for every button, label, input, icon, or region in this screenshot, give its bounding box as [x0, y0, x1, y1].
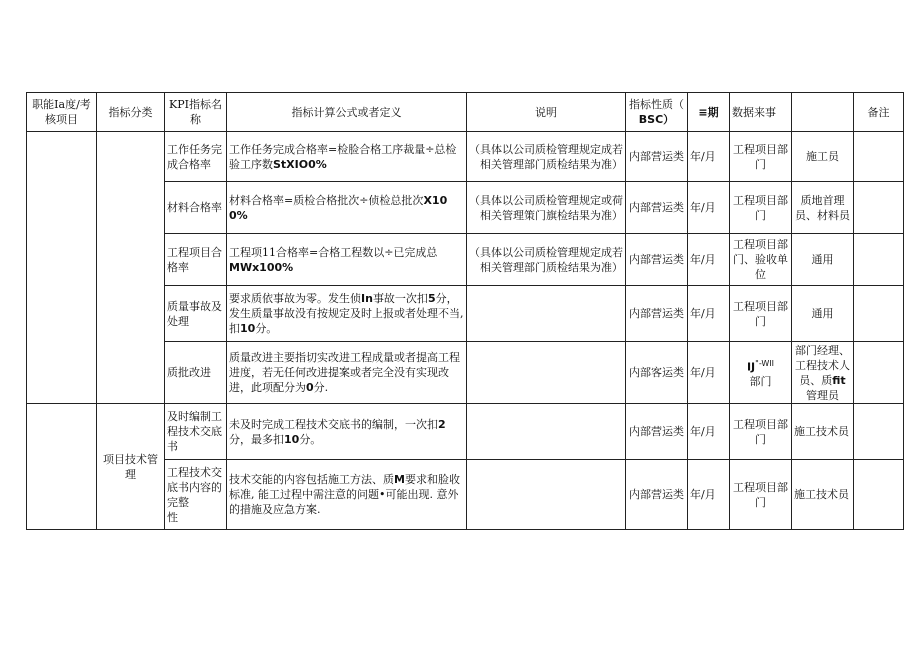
kpi-nature: 内部营运类 — [626, 286, 688, 342]
kpi-name: 工作任务完成合格率 — [165, 132, 227, 182]
kpi-name: 材料合格率 — [165, 182, 227, 234]
category-cell — [97, 132, 165, 404]
kpi-nature: 内部营运类 — [626, 132, 688, 182]
kpi-period: 年/月 — [688, 286, 730, 342]
kpi-formula: 工程项11合格率=合格工程数以÷已完成总 MWx100% — [227, 234, 467, 286]
kpi-nature: 内部营运类 — [626, 182, 688, 234]
kpi-note: （具体以公司质检管理规定成若相关管理部门质检结果为准） — [467, 234, 626, 286]
kpi-nature: 内部客运类 — [626, 342, 688, 404]
kpi-extra: 部门经理、工程技术人员、质fit管理员 — [792, 342, 854, 404]
header-remarks: 备注 — [854, 93, 904, 132]
header-kpi-name: KPI指标名称 — [165, 93, 227, 132]
kpi-source: $IJ^{"-WII}$ 部门 — [730, 342, 792, 404]
kpi-nature: 内部营运类 — [626, 404, 688, 460]
kpi-remark — [854, 342, 904, 404]
kpi-extra: 通用 — [792, 286, 854, 342]
dept-cell — [27, 132, 97, 404]
kpi-source: 工程项目部门 — [730, 132, 792, 182]
kpi-remark — [854, 132, 904, 182]
kpi-note: （具体以公司质检管理规定成若相关管理部门质检结果为准） — [467, 132, 626, 182]
kpi-remark — [854, 182, 904, 234]
kpi-remark — [854, 234, 904, 286]
kpi-period: 年/月 — [688, 182, 730, 234]
dept-cell-lower — [27, 404, 97, 530]
table-row — [27, 404, 904, 460]
kpi-formula: 技术交能的内容包括施工方法、质M要求和脸收标准, 能工过程中需注意的问题•可能出现. 意外的措施及应急方案. — [227, 460, 467, 530]
header-formula: 指标计算公式或者定义 — [227, 93, 467, 132]
kpi-table — [26, 92, 904, 530]
kpi-note — [467, 404, 626, 460]
kpi-source: 工程项目部门、验收单位 — [730, 234, 792, 286]
header-dept: 职能Ia度/考核项目 — [27, 93, 97, 132]
kpi-extra: 施工技术员 — [792, 460, 854, 530]
header-period: ≡期 — [688, 93, 730, 132]
kpi-name: 及时编制工程技术交底书 — [165, 404, 227, 460]
kpi-period: 年/月 — [688, 460, 730, 530]
kpi-name: 质量事故及处理 — [165, 286, 227, 342]
kpi-extra: 施工员 — [792, 132, 854, 182]
kpi-name: 工程技术交底书内容的完整 性 — [165, 460, 227, 530]
kpi-source: 工程项目部门 — [730, 182, 792, 234]
kpi-period: 年/月 — [688, 234, 730, 286]
category-tech: 项目技术管理 — [97, 404, 165, 530]
kpi-source: 工程项目部门 — [730, 460, 792, 530]
kpi-formula: 质量改进主要指切实改进工程成量或者提高工程进度，若无任何改进提案或者完全没有实现改进，此项配分为0分. — [227, 342, 467, 404]
header-source: 数据来事 — [730, 93, 792, 132]
header-category: 指标分类 — [97, 93, 165, 132]
header-extra — [792, 93, 854, 132]
kpi-name: 质批改进 — [165, 342, 227, 404]
kpi-note — [467, 460, 626, 530]
kpi-extra: 质地首理员、材料员 — [792, 182, 854, 234]
header-row — [27, 93, 904, 132]
kpi-nature: 内部营运类 — [626, 234, 688, 286]
kpi-name: 工程项目合格率 — [165, 234, 227, 286]
kpi-remark — [854, 404, 904, 460]
kpi-extra: 通用 — [792, 234, 854, 286]
header-note: 说明 — [467, 93, 626, 132]
kpi-nature: 内部营运类 — [626, 460, 688, 530]
kpi-note — [467, 342, 626, 404]
kpi-note — [467, 286, 626, 342]
kpi-formula: 工作任务完成合格率=检脸合格工序裁量÷总检验工序数StXIO0% — [227, 132, 467, 182]
kpi-source: 工程项目部门 — [730, 404, 792, 460]
kpi-remark — [854, 460, 904, 530]
kpi-formula: 要求质依事故为零。发生侦In事故一次扣5分，发生质量事故没有按规定及时上报或者处理不当,扣10分。 — [227, 286, 467, 342]
kpi-source: 工程项目部门 — [730, 286, 792, 342]
kpi-extra: 施工技术员 — [792, 404, 854, 460]
kpi-period: 年/月 — [688, 132, 730, 182]
kpi-note: （具体以公司质检管理规定或荷相关管理策门旗检结果为准） — [467, 182, 626, 234]
table-row — [27, 132, 904, 182]
kpi-formula: 未及时完成工程技术交底书的编制，一次扣2分，最多扣10分。 — [227, 404, 467, 460]
kpi-formula: 材料合格率=质检合格批次÷侦检总批次X100% — [227, 182, 467, 234]
header-nature: 指标性质（ BSC） — [626, 93, 688, 132]
kpi-remark — [854, 286, 904, 342]
kpi-period: 年/月 — [688, 404, 730, 460]
kpi-period: 年/月 — [688, 342, 730, 404]
